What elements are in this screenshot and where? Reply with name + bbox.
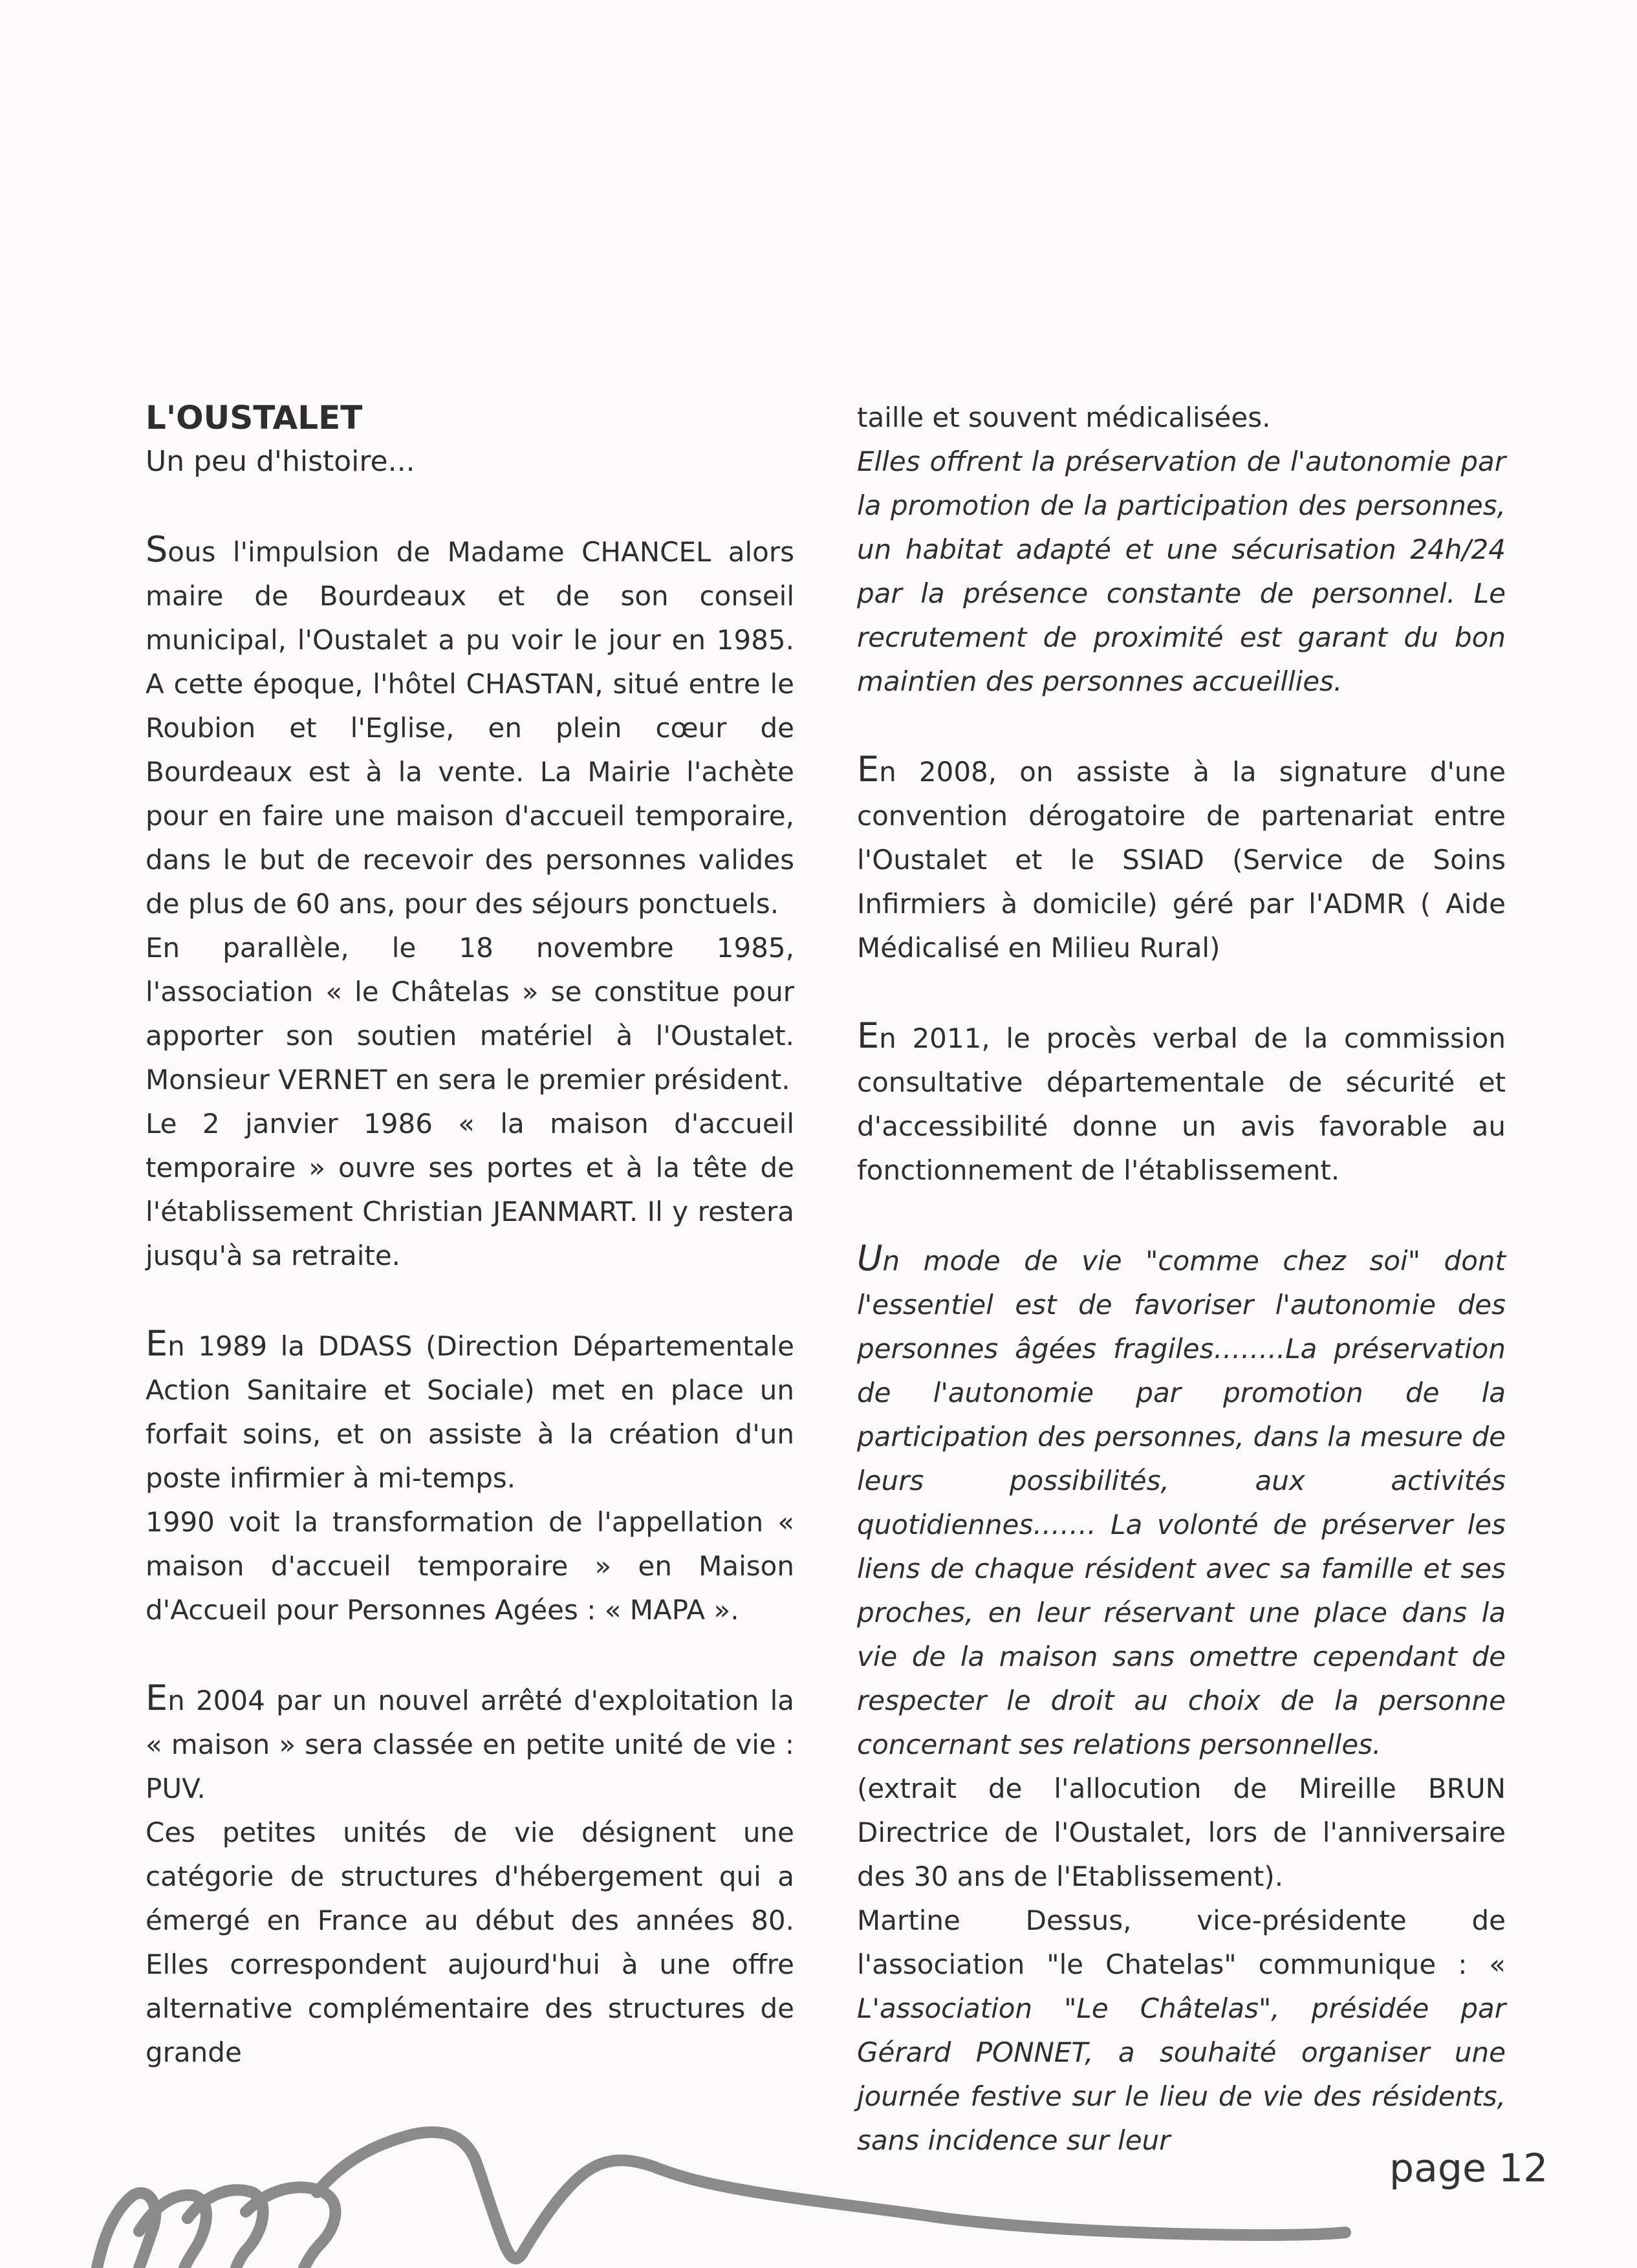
paragraph-2004: En 2004 par un nouvel arrêté d'exploitation la « maison » sera classée en petite unité de vie : PUV. <box>146 1678 794 1804</box>
dessus-quote: L'association "Le Châtelas", présidée par Gérard PONNET, a souhaité organiser une journée festive sur le lieu de vie des résidents, sans incidence sur leur <box>857 1993 1506 2156</box>
right-column <box>857 396 1506 2163</box>
paragraph-quote-source: (extrait de l'allocution de Mireille BRUN Directrice de l'Oustalet, lors de l'anniversaire des 30 ans de l'Etablissement). <box>857 1773 1506 1892</box>
page-number: page 12 <box>1389 2146 1548 2191</box>
left-column <box>146 396 794 2075</box>
page-subtitle: Un peu d'histoire... <box>146 445 415 478</box>
paragraph-1990: 1990 voit la transformation de l'appellation « maison d'accueil temporaire » en Maison d'Accueil pour Personnes Agées : « MAPA ». <box>146 1506 794 1626</box>
paragraph-origins: Sous l'impulsion de Madame CHANCEL alors maire de Bourdeaux et de son conseil municipal, l'Oustalet a pu voir le jour en 1985. A cette époque, l'hôtel CHASTAN, situé entre le Roubion et l'Eglise, en plein cœur de Bourdeaux est à la vente. La Mairie l'achète pour en faire une maison d'accueil temporaire, dans le but de recevoir des personnes valides de plus de 60 ans, pour des séjours ponctuels. <box>146 529 794 920</box>
dessus-intro: Martine Dessus, vice-présidente de l'association "le Chatelas" communique : « <box>857 1905 1506 1980</box>
paragraph-quote: Un mode de vie "comme chez soi" dont l'essentiel est de favoriser l'autonomie des personnes âgées fragiles……..La préservation de l'autonomie par promotion de la participation des personnes, dans la mesure de leurs possibilités, aux activités quotidiennes……. La volonté de préserver les liens de chaque résident avec sa famille et ses proches, en leur réservant une place dans la vie de la maison sans omettre cependant de respecter le droit au choix de la personne concernant ses relations personnelles. <box>857 1238 1506 1760</box>
paragraph-autonomy: Elles offrent la préservation de l'autonomie par la promotion de la participation des personnes, un habitat adapté et une sécurisation 24h/24 par la présence constante de personnel. Le recrutement de proximité est garant du bon maintien des personnes accueillies. <box>857 446 1506 697</box>
paragraph-opening: Le 2 janvier 1986 « la maison d'accueil temporaire » ouvre ses portes et à la tête de l'établissement Christian JEANMART. Il y restera jusqu'à sa retraite. <box>146 1108 794 1271</box>
paragraph-association: En parallèle, le 18 novembre 1985, l'association « le Châtelas » se constitue pour apporter son soutien matériel à l'Oustalet. Monsieur VERNET en sera le premier président. <box>146 932 794 1096</box>
paragraph-2011: En 2011, le procès verbal de la commission consultative départementale de sécurité et d'accessibilité donne un avis favorable au fonctionnement de l'établissement. <box>857 1015 1506 1186</box>
hand-drawn-scribble <box>0 2089 1423 2268</box>
paragraph-puv: Ces petites unités de vie désignent une catégorie de structures d'hébergement qui a émergé en France au début des années 80. Elles correspondent aujourd'hui à une offre alternative complémentaire des structures de grande <box>146 1817 794 2068</box>
paragraph-2008: En 2008, on assiste à la signature d'une convention dérogatoire de partenariat entre l'Oustalet et le SSIAD (Service de Soins Infirmiers à domicile) géré par l'ADMR ( Aide Médicalisé en Milieu Rural) <box>857 749 1506 964</box>
paragraph-1989: En 1989 la DDASS (Direction Départementale Action Sanitaire et Sociale) met en place un forfait soins, et on assiste à la création d'un poste infirmier à mi-temps. <box>146 1323 794 1494</box>
page-title: L'OUSTALET <box>146 399 363 437</box>
paragraph-puv-continued: taille et souvent médicalisées. <box>857 402 1271 433</box>
